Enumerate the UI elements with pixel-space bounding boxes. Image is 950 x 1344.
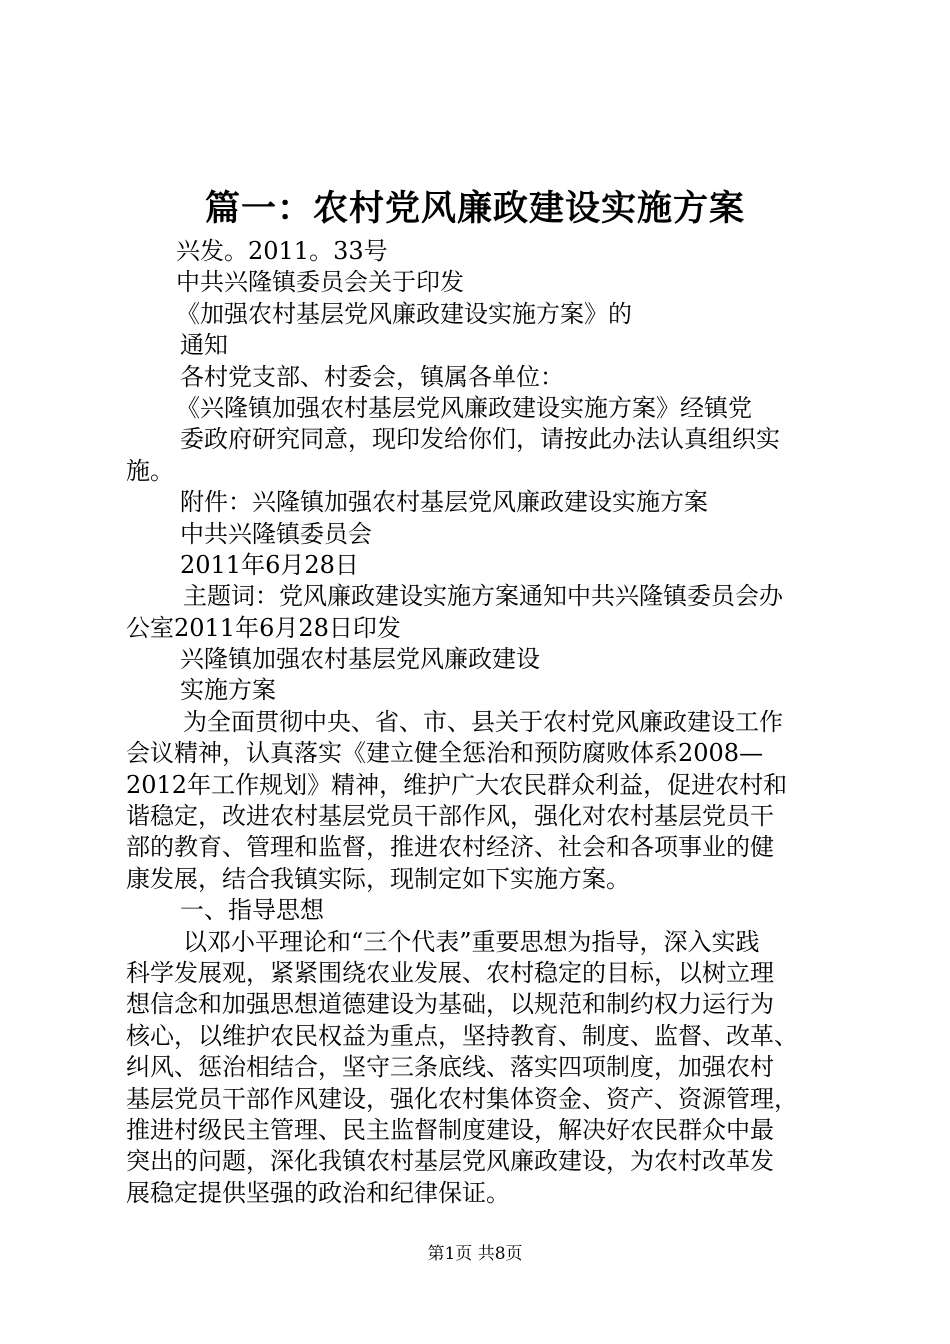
paragraph-line: 2012年工作规划》精神，维护广大农民群众利益，促进农村和 <box>126 770 788 799</box>
paragraph-line: 想信念和加强思想道德建设为基础，以规范和制约权力运行为 <box>126 990 774 1019</box>
paragraph-line: 核心，以维护农民权益为重点，坚持教育、制度、监督、改革、 <box>126 1021 798 1050</box>
notice-title: 《加强农村基层党风廉政建设实施方案》的 <box>176 299 632 328</box>
section-heading: 一、指导思想 <box>180 896 324 925</box>
notice-title-end: 通知 <box>180 331 228 360</box>
paragraph-line: 以邓小平理论和“三个代表”重要思想为指导，深入实践 <box>183 927 760 956</box>
paragraph-line: 突出的问题，深化我镇农村基层党风廉政建设，为农村改革发 <box>126 1147 774 1176</box>
signature-date: 2011年6月28日 <box>180 550 359 579</box>
paragraph-line: 会议精神，认真落实《建立健全惩治和预防腐败体系2008— <box>126 739 764 768</box>
document-body <box>126 236 832 1209</box>
doc-number: 兴发。2011。33号 <box>176 237 388 265</box>
signature-org: 中共兴隆镇委员会 <box>180 519 372 548</box>
paragraph-line: 推进村级民主管理、民主监督制度建设，解决好农民群众中最 <box>126 1115 774 1144</box>
paragraph-line: 科学发展观，紧紧围绕农业发展、农村稳定的目标，以树立理 <box>126 958 774 987</box>
plan-heading: 实施方案 <box>180 676 276 705</box>
issuer-heading: 中共兴隆镇委员会关于印发 <box>176 268 464 297</box>
plan-heading: 兴隆镇加强农村基层党风廉政建设 <box>180 645 540 674</box>
recipients: 各村党支部、村委会，镇属各单位： <box>180 362 564 391</box>
paragraph-line: 纠风、惩治相结合，坚守三条底线、落实四项制度，加强农村 <box>126 1053 774 1082</box>
paragraph-line: 谐稳定，改进农村基层党员干部作风，强化对农村基层党员干 <box>126 802 774 831</box>
document-title: 篇一：农村党风廉政建设实施方案 <box>204 189 745 229</box>
keywords-line: 公室2011年6月28日印发 <box>126 613 401 642</box>
paragraph-line: 康发展，结合我镇实际，现制定如下实施方案。 <box>126 864 630 893</box>
notice-text-line: 委政府研究同意，现印发给你们，请按此办法认真组织实 <box>180 425 780 454</box>
paragraph-line: 为全面贯彻中央、省、市、县关于农村党风廉政建设工作 <box>183 707 783 736</box>
paragraph-line: 展稳定提供坚强的政治和纪律保证。 <box>126 1178 510 1207</box>
keywords-line: 主题词：党风廉政建设实施方案通知中共兴隆镇委员会办 <box>183 582 783 611</box>
attachment-line: 附件：兴隆镇加强农村基层党风廉政建设实施方案 <box>180 488 708 517</box>
paragraph-line: 基层党员干部作风建设，强化农村集体资金、资产、资源管理， <box>126 1084 798 1113</box>
paragraph-line: 部的教育、管理和监督，推进农村经济、社会和各项事业的健 <box>126 833 774 862</box>
notice-text-line: 《兴隆镇加强农村基层党风廉政建设实施方案》经镇党 <box>176 393 752 422</box>
page-footer: 第1页 共8页 <box>427 1244 523 1264</box>
notice-text-line: 施。 <box>126 456 174 485</box>
